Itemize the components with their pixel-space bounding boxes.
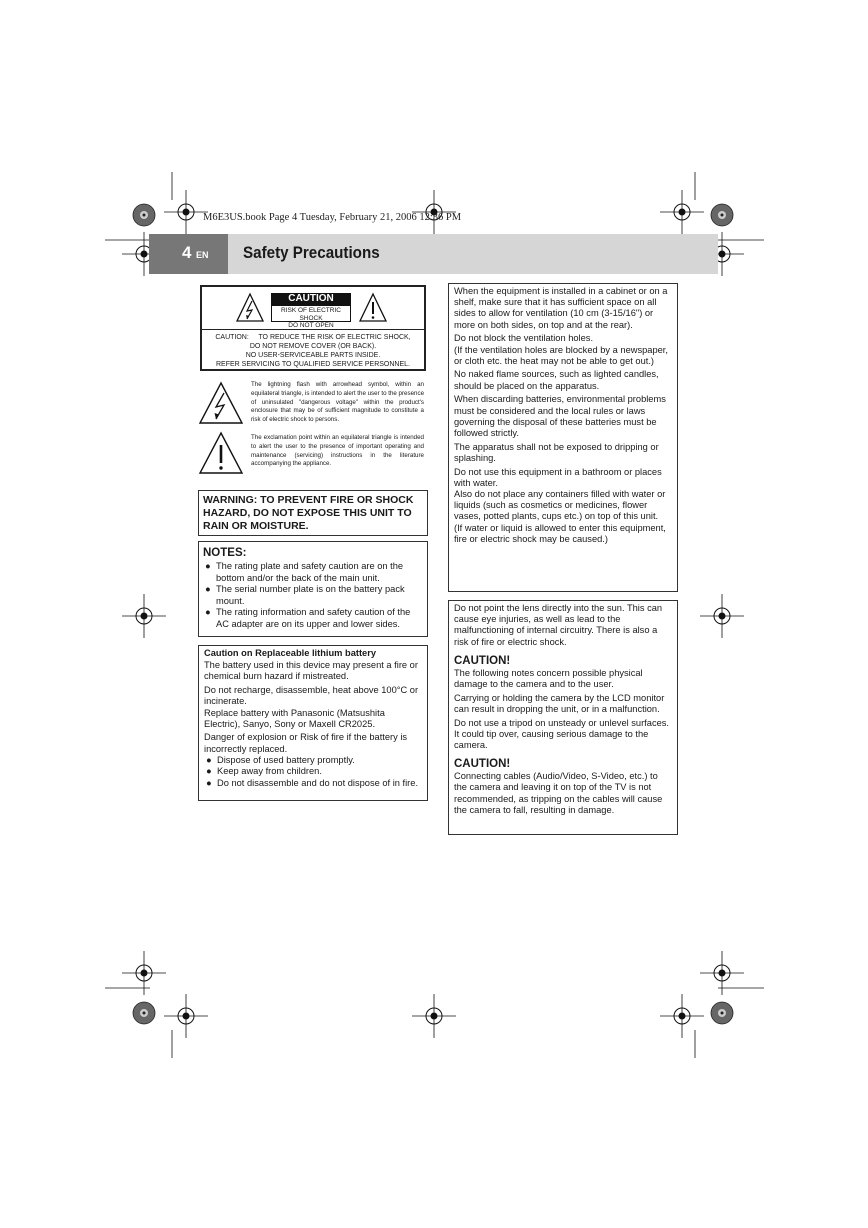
warning-line-2: HAZARD, DO NOT EXPOSE THIS UNIT TO: [203, 507, 412, 519]
caution-label-text: [206, 333, 420, 369]
paragraph: Carrying or holding the camera by the LCD monitor can result in dropping the unit, or in a malfunction.: [454, 692, 665, 714]
paragraph: When discarding batteries, environmental problems must be considered and the local rules or laws governing the disposal of these batteries must be followed strictly.: [454, 394, 666, 438]
installation-precautions-box: [448, 283, 678, 592]
exclamation-symbol-icon: [198, 431, 244, 475]
paragraph: (If the ventilation holes are blocked by a newspaper, or cloth etc. the heat may not be able to get out.): [454, 344, 668, 366]
print-info-line: M6E3US.book Page 4 Tuesday, February 21, 2006 12:36 PM: [203, 212, 462, 223]
list-item: ● Keep away from children.: [206, 766, 322, 777]
lithium-heading: Caution on Replaceable lithium battery: [204, 648, 377, 658]
caution-line-4: REFER SERVICING TO QUALIFIED SERVICE PERSONNEL.: [216, 361, 410, 368]
lithium-paragraph: The battery used in this device may present a fire or chemical burn hazard if mistreated.: [204, 660, 418, 682]
caution-badge: CAUTION: [271, 293, 351, 305]
lithium-paragraph: Do not recharge, disassemble, heat above 100°C or incinerate.: [204, 685, 419, 707]
caution-sub-line-1: RISK OF ELECTRIC SHOCK: [281, 307, 341, 322]
exclamation-triangle-icon: [358, 292, 388, 324]
caution-badge-sub: [271, 305, 351, 329]
paragraph: (If water or liquid is allowed to enter this equipment, fire or electric shock may be caused.): [454, 522, 666, 544]
lightning-symbol-icon: [198, 381, 244, 425]
note-text: The rating information and safety caution of the AC adapter are on its upper and lower sides.: [216, 607, 411, 629]
caution-line-2: DO NOT REMOVE COVER (OR BACK).: [249, 343, 377, 350]
paragraph: When the equipment is installed in a cabinet or on a shelf, make sure that it has sufficient space on all sides to allow for ventilation (10 cm (3-15/16") or more on both sides, on top and at the rear).: [454, 286, 668, 330]
lithium-item-text: Dispose of used battery promptly.: [217, 754, 355, 765]
list-item: ● The rating information and safety caution of the AC adapter are on its upper and lower sides.: [205, 607, 411, 629]
list-item: ● The serial number plate is on the battery pack mount.: [205, 584, 405, 606]
note-text: The rating plate and safety caution are on the bottom and/or the back of the main unit.: [216, 561, 404, 583]
lightning-triangle-icon: [235, 292, 265, 324]
list-item: ● The rating plate and safety caution are on the bottom and/or the back of the main unit.: [205, 561, 404, 583]
caution-line-3: NO USER-SERVICEABLE PARTS INSIDE.: [245, 352, 381, 359]
lithium-item-text: Do not disassemble and do not dispose of in fire.: [217, 778, 419, 789]
lithium-item-text: Keep away from children.: [217, 766, 322, 777]
notes-box: [198, 541, 428, 637]
lithium-paragraph: Replace battery with Panasonic (Matsushita Electric), Sanyo, Sony or Maxell CR2025.: [204, 707, 385, 729]
page-title: Safety Precautions: [243, 244, 380, 262]
warning-box: [198, 490, 428, 536]
page-language: EN: [196, 250, 209, 260]
lithium-paragraph: Danger of explosion or Risk of fire if the battery is incorrectly replaced.: [204, 732, 408, 754]
paragraph: The apparatus shall not be exposed to dripping or splashing.: [454, 441, 659, 463]
lithium-battery-box: [198, 645, 428, 801]
caution-sub-line-2: DO NOT OPEN: [288, 322, 334, 329]
caution-heading: CAUTION!: [454, 654, 511, 667]
paragraph: Do not use this equipment in a bathroom or places with water.: [454, 466, 662, 488]
caution-label-box: [200, 285, 426, 371]
page-number: 4: [182, 243, 192, 262]
camera-caution-box: [448, 600, 678, 835]
page-tab: [149, 234, 228, 274]
notes-heading: NOTES:: [203, 547, 247, 559]
lightning-symbol-description: The lightning flash with arrowhead symbol, within an equilateral triangle, is intended to alert the user to the presence of uninsulated "dangerous voltage" within the product's enclosure that may be of sufficient magnitude to constitute a risk of electric shock to persons.: [251, 381, 425, 424]
note-text: The serial number plate is on the battery pack mount.: [216, 584, 405, 606]
paragraph: No naked flame sources, such as lighted candles, should be placed on the apparatus.: [454, 369, 659, 391]
warning-line-1: WARNING: TO PREVENT FIRE OR SHOCK: [203, 494, 414, 506]
paragraph: Do not use a tripod on unsteady or unlevel surfaces. It could tip over, causing serious damage to the camera.: [454, 717, 669, 751]
paragraph: Do not point the lens directly into the sun. This can cause eye injuries, as well as lead to the malfunctioning of internal circuitry. There is also a risk of fire or electric shock.: [454, 603, 663, 647]
list-item: ● Dispose of used battery promptly.: [206, 754, 355, 765]
paragraph: Connecting cables (Audio/Video, S-Video, etc.) to the camera and leaving it on top of the TV is not recommended, as tripping on the cables will cause the camera to fall, resulting in damage.: [454, 771, 663, 815]
paragraph: Also do not place any containers filled with water or liquids (such as cosmetics or medicines, flower vases, potted plants, cups etc.) on top of this unit.: [454, 488, 666, 522]
warning-line-3: RAIN OR MOISTURE.: [203, 520, 309, 532]
list-item: ● Do not disassemble and do not dispose of in fire.: [206, 778, 419, 789]
paragraph: Do not block the ventilation holes.: [454, 333, 594, 344]
paragraph: The following notes concern possible physical damage to the camera and to the user.: [454, 667, 643, 690]
caution-label-top: [202, 287, 424, 330]
caution-heading: CAUTION!: [454, 758, 511, 771]
exclamation-symbol-description: The exclamation point within an equilateral triangle is intended to alert the user to the presence of important operating and maintenance (servicing) instructions in the literature accompanying the appliance.: [251, 434, 424, 468]
caution-line-1: CAUTION: TO REDUCE THE RISK OF ELECTRIC SHOCK,: [215, 334, 411, 341]
